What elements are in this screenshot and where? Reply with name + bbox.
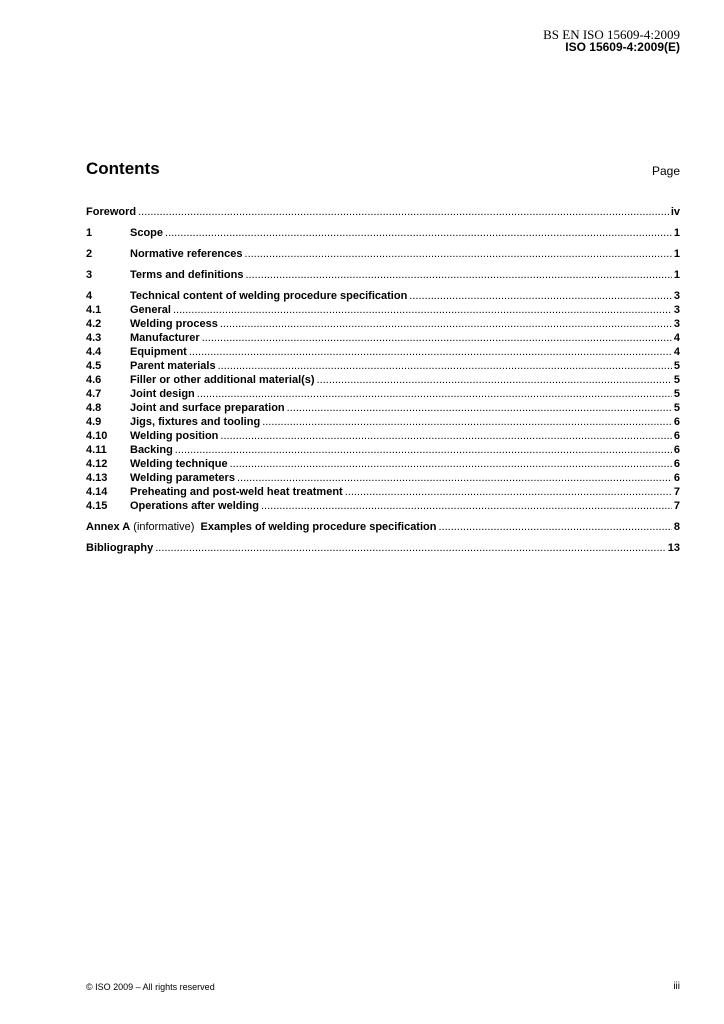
toc-entry-page: 3: [673, 318, 680, 330]
toc-entry-page: 1: [673, 269, 680, 281]
toc-entry-page: 6: [673, 458, 680, 470]
toc-dot-leader: [189, 345, 672, 359]
toc-dot-leader: [220, 317, 672, 331]
copyright-notice: © ISO 2009 – All rights reserved: [86, 982, 215, 992]
toc-entry-number: 2: [86, 248, 93, 260]
toc-entry-title: Parent materials: [130, 360, 216, 372]
toc-entry-number: 4.9: [86, 416, 102, 428]
toc-entry-title: Welding technique: [130, 458, 228, 470]
toc-dot-leader: [155, 541, 666, 555]
toc-dot-leader: [409, 289, 672, 303]
toc-entry-page: 4: [673, 332, 680, 344]
toc-dot-leader: [138, 205, 669, 219]
toc-entry[interactable]: [86, 317, 680, 331]
toc-entry-title: Welding process: [130, 318, 218, 330]
toc-entry-title: Normative references: [130, 248, 243, 260]
toc-entry-page: 5: [673, 360, 680, 372]
toc-entry-number: 4.13: [86, 472, 108, 484]
toc-entry-title: Filler or other additional material(s): [130, 374, 315, 386]
toc-entry-title: Joint design: [130, 388, 195, 400]
toc-entry-title: Terms and definitions: [130, 269, 244, 281]
page-number: iii: [673, 981, 680, 992]
toc-dot-leader: [197, 387, 672, 401]
toc-entry-title: Scope: [130, 227, 164, 239]
toc-entry-page: 3: [673, 290, 680, 302]
toc-entry[interactable]: [86, 499, 680, 513]
toc-entry-page: 6: [673, 472, 680, 484]
toc-dot-leader: [202, 331, 672, 345]
toc-entry[interactable]: [86, 387, 680, 401]
toc-entry-title: General: [130, 304, 171, 316]
toc-entry[interactable]: [86, 289, 680, 303]
toc-entry-page: 6: [673, 416, 680, 428]
toc-entry[interactable]: [86, 303, 680, 317]
toc-entry[interactable]: [86, 471, 680, 485]
toc-dot-leader: [175, 443, 672, 457]
page-column-label: Page: [651, 164, 680, 178]
toc-entry[interactable]: [86, 401, 680, 415]
toc-entry-title: Manufacturer: [130, 332, 200, 344]
toc-entry-page: 1: [673, 248, 680, 260]
toc-dot-leader: [245, 268, 671, 282]
toc-entry-number: 4.6: [86, 374, 102, 386]
toc-entry-page: 13: [667, 542, 680, 554]
toc-dot-leader: [438, 520, 671, 534]
toc-entry-page: 1: [673, 227, 680, 239]
toc-entry-title: Bibliography: [86, 542, 154, 554]
toc-entry-title: Preheating and post-weld heat treatment: [130, 486, 343, 498]
toc-entry-number: 4.10: [86, 430, 108, 442]
toc-dot-leader: [345, 485, 672, 499]
toc-entry-number: 4: [86, 290, 93, 302]
toc-entry[interactable]: [86, 541, 680, 555]
toc-entry[interactable]: [86, 520, 680, 534]
toc-dot-leader: [220, 429, 671, 443]
toc-entry-number: 1: [86, 227, 93, 239]
toc-entry-page: 6: [673, 430, 680, 442]
toc-entry-page: 8: [673, 521, 680, 533]
toc-entry-page: 5: [673, 388, 680, 400]
toc-dot-leader: [230, 457, 672, 471]
toc-entry-title: Joint and surface preparation: [130, 402, 285, 414]
toc-entry-number: 4.7: [86, 388, 102, 400]
toc-entry-number: 4.4: [86, 346, 102, 358]
toc-entry[interactable]: [86, 226, 680, 240]
toc-entry[interactable]: [86, 331, 680, 345]
toc-entry-title: Jigs, fixtures and tooling: [130, 416, 261, 428]
toc-entry[interactable]: [86, 345, 680, 359]
toc-entry-title: Equipment: [130, 346, 187, 358]
toc-entry[interactable]: [86, 485, 680, 499]
toc-entry-title: Foreword: [86, 206, 137, 218]
toc-entry-page: 6: [673, 444, 680, 456]
header-standard-number: BS EN ISO 15609-4:2009: [543, 27, 680, 42]
toc-dot-leader: [218, 359, 672, 373]
toc-dot-leader: [262, 415, 672, 429]
toc-entry[interactable]: [86, 268, 680, 282]
toc-entry-number: 4.12: [86, 458, 108, 470]
toc-entry-page: 4: [673, 346, 680, 358]
toc-entry-title: Operations after welding: [130, 500, 259, 512]
toc-entry[interactable]: [86, 247, 680, 261]
toc-entry-page: 3: [673, 304, 680, 316]
toc-dot-leader: [261, 499, 672, 513]
toc-entry-page: 7: [673, 500, 680, 512]
toc-entry-title: Welding position: [130, 430, 219, 442]
toc-entry[interactable]: [86, 457, 680, 471]
toc-entry-number: 4.11: [86, 444, 107, 456]
toc-entry-page: 5: [673, 374, 680, 386]
toc-entry-number: 4.5: [86, 360, 102, 372]
toc-entry-number: 3: [86, 269, 93, 281]
toc-entry[interactable]: [86, 415, 680, 429]
header-iso-number: ISO 15609-4:2009(E): [565, 40, 680, 54]
toc-entry[interactable]: [86, 205, 680, 219]
toc-entry-page: 7: [673, 486, 680, 498]
toc-entry-title: Technical content of welding procedure specification: [130, 290, 408, 302]
toc-dot-leader: [317, 373, 672, 387]
toc-entry-number: 4.2: [86, 318, 102, 330]
page-title: Contents: [86, 159, 160, 178]
toc-entry-page: iv: [670, 206, 680, 218]
toc-entry[interactable]: [86, 429, 680, 443]
toc-entry-title: Annex A (informative) Examples of welding procedure specification: [86, 521, 437, 533]
toc-dot-leader: [287, 401, 672, 415]
toc-entry-number: 4.15: [86, 500, 108, 512]
toc-entry-number: 4.1: [86, 304, 102, 316]
toc-entry-title: Welding parameters: [130, 472, 235, 484]
toc-entry[interactable]: [86, 359, 680, 373]
toc-entry-title: Backing: [130, 444, 173, 456]
toc-dot-leader: [173, 303, 672, 317]
toc-entry-number: 4.3: [86, 332, 102, 344]
table-of-contents: [86, 205, 680, 555]
toc-dot-leader: [245, 247, 672, 261]
toc-dot-leader: [237, 471, 672, 485]
toc-entry[interactable]: [86, 443, 680, 457]
toc-dot-leader: [165, 226, 672, 240]
toc-entry[interactable]: [86, 373, 680, 387]
toc-entry-number: 4.8: [86, 402, 102, 414]
toc-entry-number: 4.14: [86, 486, 108, 498]
toc-entry-page: 5: [673, 402, 680, 414]
